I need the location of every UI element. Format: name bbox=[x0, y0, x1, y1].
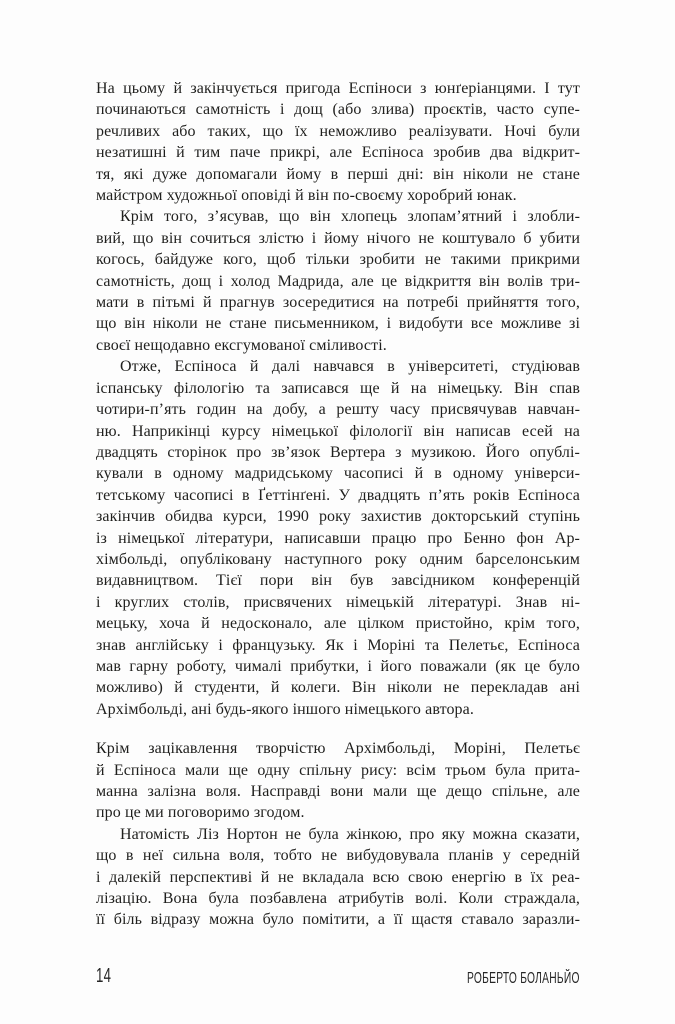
paragraph bbox=[96, 78, 580, 206]
text-line: вий, що він сочиться злістю і йому нічого не коштувало б убити bbox=[96, 229, 580, 247]
text-line: що він ніколи не стане письменником, і видобути все можливе зі bbox=[96, 315, 580, 333]
text-line: видавництвом. Тієї пори він був завсідником конференцій bbox=[96, 572, 580, 590]
text-line: незатишні й тим паче прикрі, але Еспіноса зробив два відкрит- bbox=[96, 144, 580, 162]
text-line: манна залізна воля. Насправді вони мали ще дещо спільне, але bbox=[96, 783, 580, 800]
paragraph bbox=[96, 824, 580, 931]
text-line: і круглих столів, присвячених німецькій літературі. Знав ні- bbox=[96, 593, 580, 611]
text-line: мати в пітьмі й прагнув зосередитися на потребі прийняття того, bbox=[96, 294, 580, 312]
text-line: можливо) й студенти, й колеги. Він ніколи не перекладав ані bbox=[96, 679, 580, 697]
text-line: ню. Наприкінці курсу німецької філології він написав есей на bbox=[96, 422, 580, 440]
text-line: тетському часописі в Ґеттінґені. У двадцять п’ять років Еспіноса bbox=[96, 486, 580, 504]
text-line: мецьку, хоча й недосконало, але цілком пристойно, крім того, bbox=[96, 615, 580, 633]
text-line: із німецької літератури, написавши працю про Бенно фон Ар- bbox=[96, 529, 580, 547]
text-line: Архімбольді, ані будь-якого іншого німецького автора. bbox=[96, 700, 474, 718]
text-line: Отже, Еспіноса й далі навчався в університеті, студіював bbox=[120, 358, 580, 376]
text-line: і далекій перспективі й не вкладала всю свою енергію в їх реа- bbox=[96, 868, 580, 886]
text-line: На цьому й закінчується пригода Еспіноси з юнґеріанцями. І тут bbox=[96, 80, 580, 97]
text-line: когось, байдуже кого, щоб тільки зробити не такими прикрими bbox=[96, 251, 580, 269]
text-line: Крім того, з’ясував, що він хлопець злопам’ятний і злобли- bbox=[120, 208, 580, 226]
text-line: Натомість Ліз Нортон не була жінкою, про яку можна сказати, bbox=[120, 825, 580, 843]
paragraph bbox=[96, 356, 580, 720]
text-line: знав англійську і французьку. Як і Моріні та Пелетьє, Еспіноса bbox=[96, 636, 580, 654]
text-line: лізацію. Вона була позбавлена атрибутів волі. Коли страждала, bbox=[96, 890, 580, 908]
text-line: мав гарну роботу, чималі прибутки, і його поважали (як це було bbox=[96, 657, 580, 675]
text-line: хімбольді, опубліковану наступного року одним барселонським bbox=[96, 550, 580, 568]
running-footer-author: РОБЕРТО БОЛАНЬЙО bbox=[467, 970, 580, 987]
page-footer bbox=[96, 964, 580, 988]
text-line: самотність, дощ і холод Мадрида, але це відкриття він волів три- bbox=[96, 272, 580, 290]
text-line: кували в одному мадридському часописі й в одному універси- bbox=[96, 465, 580, 483]
text-line: речливих або таких, що їх неможливо реалізувати. Ночі були bbox=[96, 122, 580, 140]
text-line: Крім зацікавлення творчістю Архімбольді, Моріні, Пелетьє bbox=[96, 740, 580, 758]
page-number: 14 bbox=[96, 965, 112, 987]
text-line: своєї нещодавно ексгумованої сміливості. bbox=[96, 336, 387, 354]
text-line: закінчив обидва курси, 1990 року захистив докторський ступінь bbox=[96, 508, 580, 526]
paragraph bbox=[96, 206, 580, 356]
book-text bbox=[96, 78, 580, 931]
text-line: й Еспіноса мали ще одну спільну рису: всім трьом була прита- bbox=[96, 761, 580, 779]
text-line: тя, які дуже допомагали йому в перші дні: він ніколи не стане bbox=[96, 165, 580, 183]
text-line: чотири-п’ять годин на добу, а решту часу присвячував навчан- bbox=[96, 401, 580, 419]
text-line: що в неї сильна воля, тобто не вибудовувала планів у середній bbox=[96, 847, 580, 865]
text-line: двадцять сторінок про зв’язок Вертера з музикою. Його опублі- bbox=[96, 443, 580, 461]
text-line: починаються самотність і дощ (або злива) проєктів, часто супе- bbox=[96, 101, 580, 119]
text-line: про це ми поговоримо згодом. bbox=[96, 804, 305, 822]
text-line: майстром художньої оповіді й він по-своєму хоробрий юнак. bbox=[96, 187, 517, 205]
paragraph bbox=[96, 738, 580, 824]
text-line: іспанську філологію та записався ще й на німецьку. Він спав bbox=[96, 379, 580, 397]
text-line: її біль відразу можна було помітити, а її щастя ставало заразли- bbox=[96, 911, 580, 929]
